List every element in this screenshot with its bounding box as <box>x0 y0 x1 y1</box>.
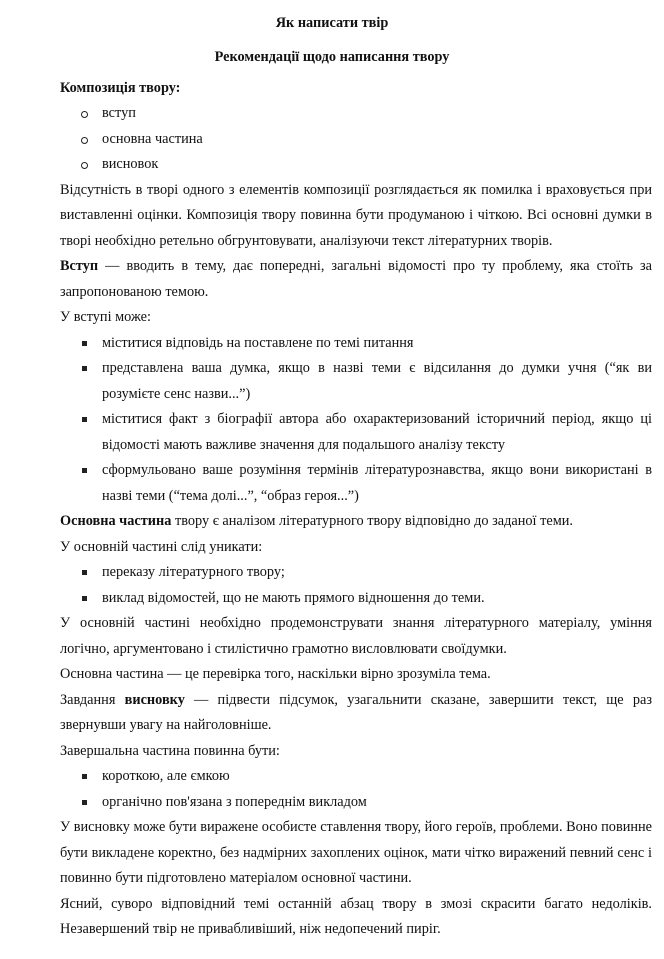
main-paragraph-after: У основній частині необхідно продемонструвати знання літературного матеріалу, уміння логічно, аргументовано і стилістично грамотно висловлювати своїдумки. <box>60 615 652 657</box>
intro-list-heading: У вступі може: <box>60 309 151 325</box>
list-item: міститися відповідь на поставлене по темі питання <box>60 331 652 357</box>
conclusion-list-heading: Завершальна частина повинна бути: <box>60 742 280 759</box>
composition-heading: Композиція твору: <box>60 80 181 96</box>
list-item: міститися факт з біографії автора або охарактеризований історичний період, якщо ці відомості мають важливе значення для подальшого аналізу тексту <box>60 407 652 458</box>
intro-list <box>60 331 652 510</box>
list-item: короткою, але ємкою <box>60 764 652 790</box>
document-title: Як написати твір <box>275 15 389 31</box>
list-item: висновок <box>60 152 652 178</box>
document-subtitle: Рекомендації щодо написання твору <box>214 49 450 65</box>
list-item: сформульовано ваше розуміння термінів літературознавства, якщо вони використані в назві теми (“тема долі...”, “образ героя...”) <box>60 458 652 509</box>
list-item: основна частина <box>60 127 652 153</box>
conclusion-paragraph <box>60 688 652 739</box>
intro-term: Вступ <box>60 258 99 274</box>
conclusion-paragraph-1: У висновку може бути виражене особисте ставлення твору, його героїв, проблеми. Воно повинне бути викладене коректно, без надмірних захоплених оцінок, мати чітко виражений певний сенс і повинно бути підготовлено матеріалом основної частини. <box>60 819 653 886</box>
list-item: органічно пов'язана з попереднім викладом <box>60 790 652 816</box>
intro-text: — вводить в тему, дає попередні, загальні відомості про ту проблему, яка стоїть за запропонованою темою. <box>60 258 652 300</box>
conclusion-list <box>60 764 652 815</box>
conclusion-prefix: Завдання <box>60 691 125 708</box>
list-item: виклад відомостей, що не мають прямого відношення до теми. <box>60 586 652 612</box>
main-term: Основна частина <box>60 513 172 529</box>
main-list-heading: У основній частині слід уникати: <box>60 538 263 555</box>
list-item: представлена ваша думка, якщо в назві теми є відсилання до думки учня (“як ви розумієте сенс назви...”) <box>60 356 652 407</box>
list-item: переказу літературного твору; <box>60 560 652 586</box>
intro-paragraph <box>60 254 652 305</box>
main-list <box>60 560 652 611</box>
composition-paragraph: Відсутність в творі одного з елементів композиції розглядається як помилка і враховується при виставленні оцінки. Композиція твору повинна бути продуманою і чіткою. Всі основні думки в творі необхідно ретельно обгрунтовувати, аналізуючи текст літературних творів. <box>60 181 652 249</box>
main-paragraph-check: Основна частина — це перевірка того, наскільки вірно зрозуміла тема. <box>60 666 491 682</box>
main-text: твору є аналізом літературного твору відповідно до заданої теми. <box>171 513 573 529</box>
main-paragraph <box>60 509 652 535</box>
conclusion-paragraph-2: Ясний, суворо відповідний темі останній абзац твору в змозі скрасити багато недоліків. Незавершений твір не привабливіший, ніж недопечений пиріг. <box>60 895 652 937</box>
conclusion-term: висновку <box>124 691 185 708</box>
composition-list <box>60 101 652 178</box>
conclusion-text: — підвести підсумок, узагальнити сказане, завершити текст, ще раз звернувши увагу на найголовніше. <box>60 691 652 733</box>
list-item: вступ <box>60 101 652 127</box>
